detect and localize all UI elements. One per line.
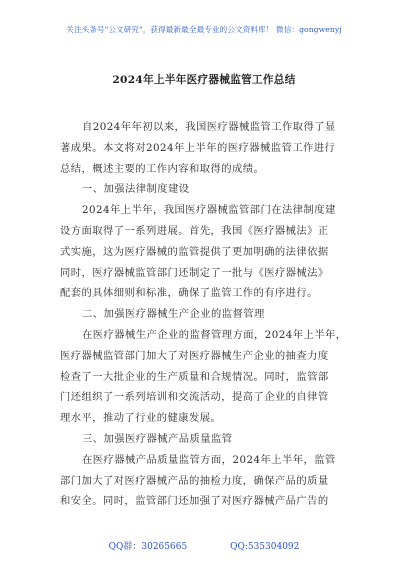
body-line: 设方面取得了一系列进展。首先，我国《医疗器械法》正 <box>60 224 329 237</box>
qq-contact-number[interactable]: QQ:535304092 <box>230 542 300 552</box>
body-line: 总结，概述主要的工作内容和取得的成绩。 <box>60 162 265 175</box>
body-line: 门还组织了一系列培训和交流活动，提高了企业的自律管 <box>60 391 329 404</box>
body-line: 检查了一大批企业的生产质量和合规情况。同时，监管部 <box>60 370 329 383</box>
body-line: 同时，医疗器械监管部门还制定了一批与《医疗器械法》 <box>60 266 329 279</box>
document-body <box>60 117 352 512</box>
footer-contacts <box>0 539 408 552</box>
body-line: 在医疗器械生产企业的监督管理方面，2024年上半年， <box>82 328 347 341</box>
body-line: 和安全。同时，监管部门还加强了对医疗器械产品广告的 <box>60 495 329 508</box>
body-line: 配套的具体细则和标准，确保了监管工作的有序进行。 <box>60 287 318 300</box>
section-heading: 二、加强医疗器械生产企业的监督管理 <box>82 308 265 321</box>
header-banner: 关注头条号"公文研究"，获得最新最全最专业的公文资料库！ 微信：gongwenyj <box>66 25 342 34</box>
qq-group-number[interactable]: QQ群：30265665 <box>108 542 188 552</box>
body-line: 在医疗器械产品质量监管方面，2024年上半年，监管 <box>82 453 336 466</box>
section-heading: 三、加强医疗器械产品质量监管 <box>82 432 233 445</box>
body-line: 医疗器械监管部门加大了对医疗器械生产企业的抽查力度 <box>60 349 329 362</box>
body-line: 自2024年年初以来，我国医疗器械监管工作取得了显 <box>82 121 336 133</box>
body-line: 部门加大了对医疗器械产品的抽检力度，确保产品的质量 <box>60 474 329 487</box>
body-line: 式实施，这为医疗器械的监管提供了更加明确的法律依据 <box>60 245 329 258</box>
body-line: 著成果。本文将对2024年上半年的医疗器械监管工作进行 <box>60 141 336 154</box>
body-line: 理水平，推动了行业的健康发展。 <box>60 412 222 425</box>
section-heading: 一、加强法律制度建设 <box>82 183 190 196</box>
document-title: 2024年上半年医疗器械监管工作总结 <box>112 74 296 86</box>
body-line: 2024年上半年，我国医疗器械监管部门在法律制度建 <box>82 204 336 217</box>
